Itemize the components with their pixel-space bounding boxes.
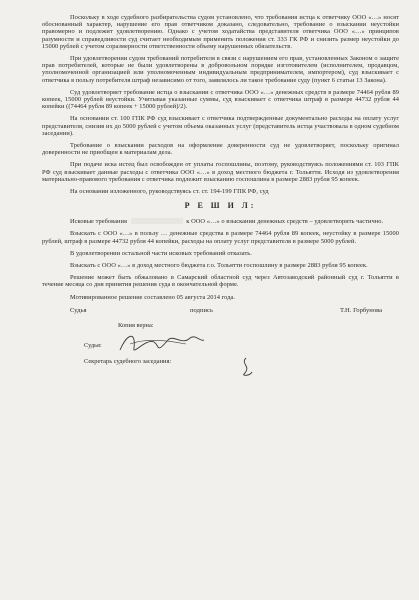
decision-date: Мотивированное решение составлено 05 августа 2014 года. (70, 293, 236, 301)
decision-appeal: Решение может быть обжаловано в Самарский областной суд через Автозаводский районный суд г. Тольятти в течение месяца со дня принятия решения суда в окончательной форме. (42, 274, 399, 289)
judge2-label: Судья: (84, 341, 102, 349)
judge-name: Т.Н. Горбунова (340, 306, 383, 314)
decision-refuse-rest: В удовлетворении остальной части исковых требований отказать. (70, 249, 252, 257)
paragraph-legal-basis: На основании изложенного, руководствуясь ст. ст. 194-199 ГПК РФ, суд (70, 188, 269, 196)
paragraph-fine-amount: Суд удовлетворяет требование истца о взыскании с ответчика ООО «…» денежных средств в размере 74464 рубля 89 копеек, 15000 рублей неустойки. Учитывая указанные суммы, суд взыскивает с ответчика штраф в размере 44732 рубля 44 копейки ((74464 рубля 89 копеек + 15000 рублей)/2). (42, 88, 399, 111)
secretary-label: Секретарь судебного заседания: (84, 357, 172, 365)
paragraph-representative-costs: На основании ст. 100 ГПК РФ суд взыскивает с ответчика подтвержденные документально расходы на оплату услуг представителя, снизив их до 5000 рублей с учетом объема оказанных услуг (представитель истца участвовала в одном судебном заседании). (42, 115, 399, 137)
signature-label: подпись (190, 306, 213, 314)
redacted-name (131, 218, 183, 224)
paragraph-fine-basis: При удовлетворении судом требований потребителя в связи с нарушением его прав, установленных Законом о защите прав потребителей, которые не были удовлетворены в добровольном порядке изготовителем (исполнителем, продавцом, уполномоченной организацией или уполномоченным индивидуальным предпринимателем, импортером), суд взыскивает с ответчика в пользу потребителя штраф независимо от того, заявлялось ли такое требование суду (пункт 6 статьи 13 Закона). (42, 55, 399, 84)
decision-title: Р Е Ш И Л: (184, 201, 257, 211)
judge-label: Судья (70, 306, 87, 314)
decision-claim-start: Исковые требования (70, 218, 127, 226)
paragraph-penalty: Поскольку в ходе судебного разбирательства судом установлено, что требования истца к ответчику ООО «…» носят обоснованный характер, нарушение его прав ответчиком доказано, следовательно, требование о взыскании неустойки правомерно и подлежит удовлетворению. Однако с учетом ходатайства представителя ответчика ООО «…» принципов разумности и справедливости суд считает необходимым применить положения ст. 333 ГК РФ и снизить размер неустойки до 15000 рублей с учетом соразмерности ответственности объему нарушенных обязательств. (42, 14, 399, 50)
judge-signature-row (70, 307, 399, 314)
certification-block (76, 320, 399, 380)
paragraph-power-of-attorney: Требование о взыскании расходов на оформление доверенности суд не удовлетворяет, поскольку оригинал доверенности не приобщен к материалам дела. (42, 142, 399, 157)
decision-claim (42, 218, 399, 225)
decision-claim-end: к ООО «…» о взыскании денежных средств – удовлетворить частично. (186, 218, 384, 226)
secretary-handwritten-signature (236, 356, 256, 378)
judge-handwritten-signature (116, 328, 206, 358)
copy-certified-label: Копия верна: (118, 321, 154, 329)
decision-award: Взыскать с ООО «…» в пользу … денежные средства в размере 74464 рубля 89 копеек, неустойку в размере 15000 рублей, штраф в размере 44732 рубля 44 копейки, расходы на оплату услуг представителя в размере 5000 рублей. (42, 230, 399, 245)
paragraph-state-duty: При подаче иска истец был освобожден от уплаты госпошлины, поэтому, руководствуясь положениями ст. 103 ГПК РФ суд взыскивает данные расходы с ответчика ООО «…» в доход местного бюджета г. Тольятти. Исходя из удовлетворения материально-правового требования с ответчика подлежит взысканию госпошлина в размере 2883 рубля 95 копеек. (42, 161, 399, 183)
decision-state-duty: Взыскать с ООО «…» в доход местного бюджета г.о. Тольятти госпошлину в размере 2883 рубля 95 копеек. (70, 262, 368, 270)
